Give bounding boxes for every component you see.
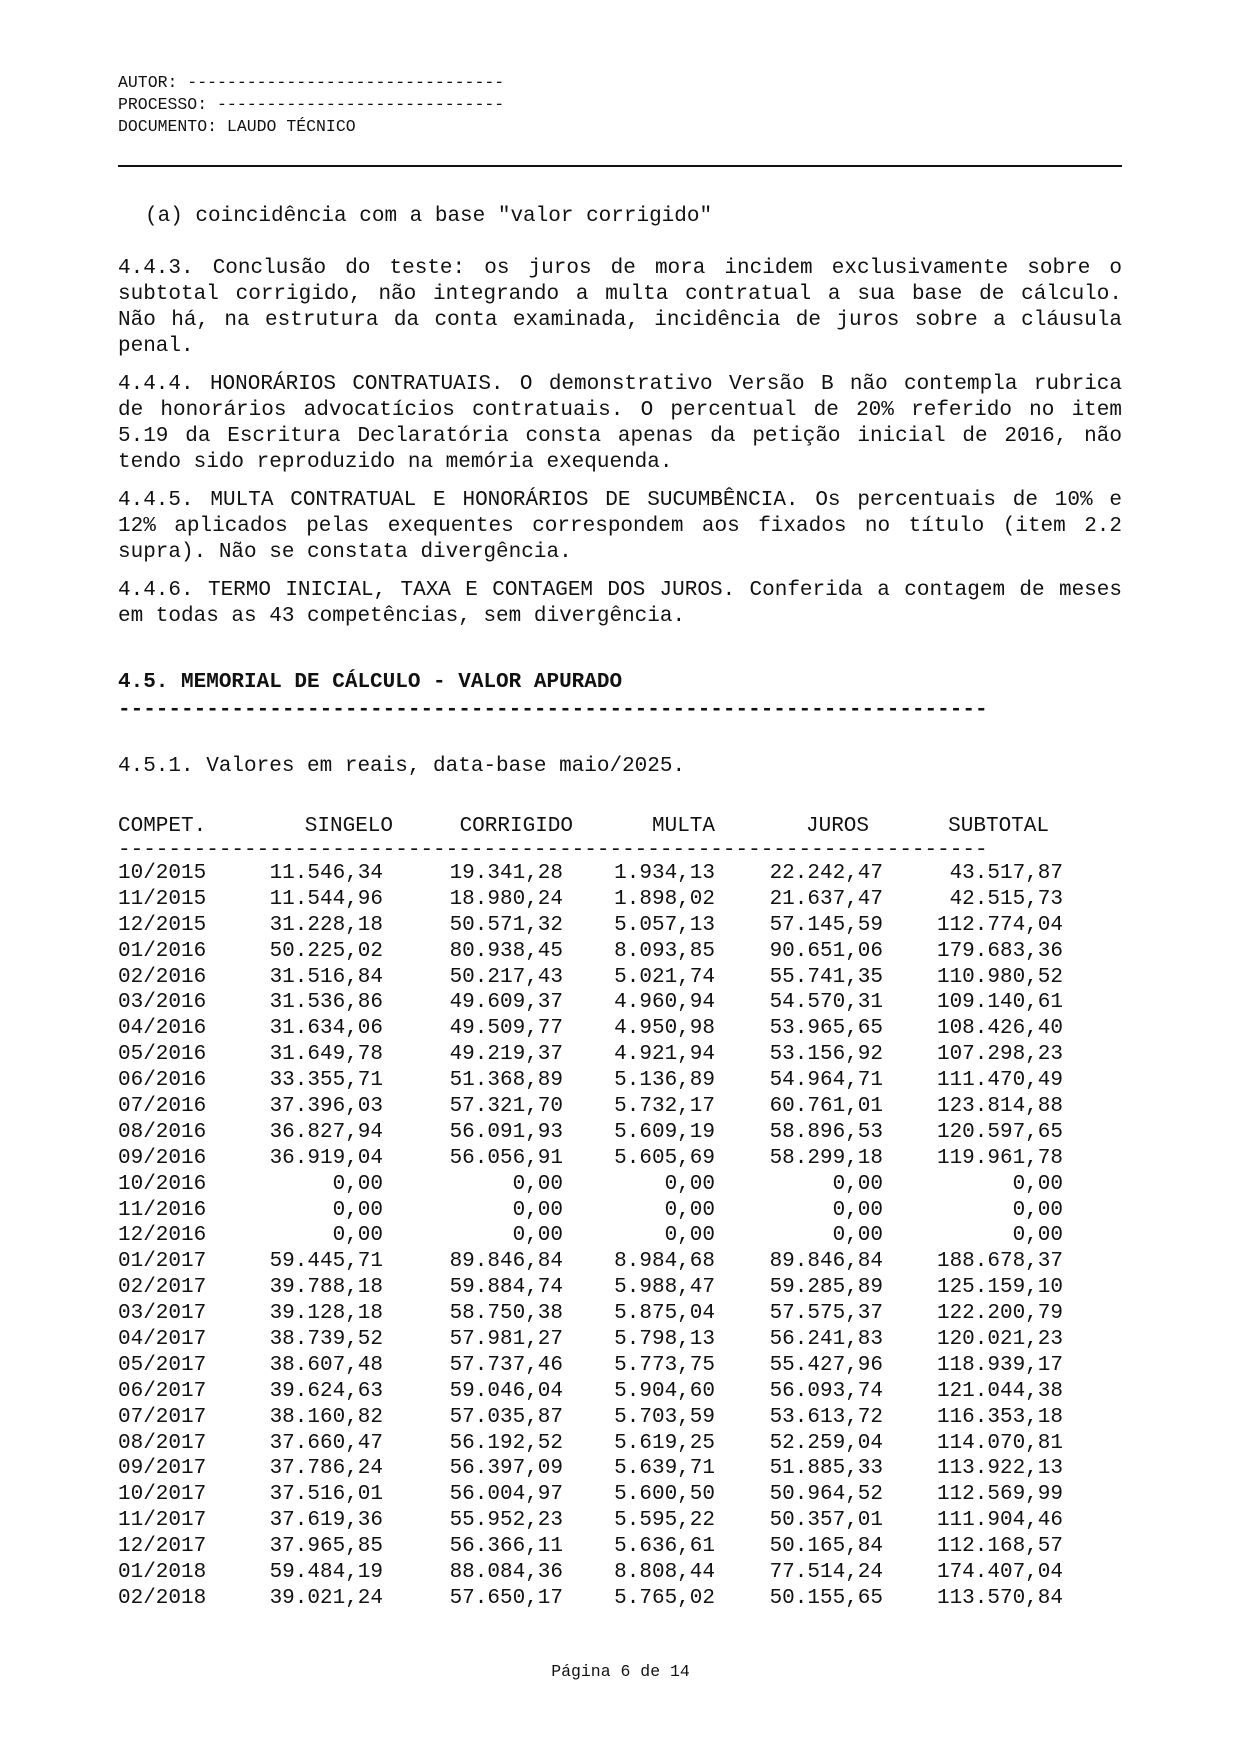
cell-juros: 56.241,83 xyxy=(769,1328,883,1352)
cell-subtotal: 0,00 xyxy=(1012,1198,1063,1222)
cell-corrigido: 80.938,45 xyxy=(449,939,563,963)
cell-subtotal: 111.904,46 xyxy=(936,1509,1063,1533)
table-row xyxy=(118,1301,1088,1327)
section-title: 4.5. MEMORIAL DE CÁLCULO - VALOR APURADO xyxy=(118,671,623,694)
cell-subtotal: 107.298,23 xyxy=(936,1043,1063,1067)
table-row xyxy=(118,1172,1088,1198)
table-row xyxy=(118,1275,1088,1301)
paragraph-4-4-5: 4.4.5. MULTA CONTRATUAL E HONORÁRIOS DE SUCUMBÊNCIA. Os percentuais de 10% e 12% aplicados pelas exequentes correspondem aos fixados no título (item 2.2 supra). Não se constata divergência. xyxy=(118,489,1122,564)
cell-corrigido: 89.846,84 xyxy=(449,1250,563,1274)
cell-juros: 57.145,59 xyxy=(769,913,883,937)
col-header-juros: JUROS xyxy=(805,815,869,838)
table-row xyxy=(118,1586,1088,1612)
cell-juros: 52.259,04 xyxy=(769,1431,883,1455)
table-row xyxy=(118,1353,1088,1379)
table-row xyxy=(118,939,1088,965)
cell-multa: 5.619,25 xyxy=(614,1431,715,1455)
col-header-corrigido: CORRIGIDO xyxy=(459,815,573,838)
cell-corrigido: 59.884,74 xyxy=(449,1276,563,1300)
cell-multa: 5.904,60 xyxy=(614,1379,715,1403)
cell-subtotal: 119.961,78 xyxy=(936,1146,1063,1170)
paragraph-4-4-6: 4.4.6. TERMO INICIAL, TAXA E CONTAGEM DOS JUROS. Conferida a contagem de meses em todas as 43 competências, sem divergência. xyxy=(118,579,1122,628)
cell-corrigido: 50.571,32 xyxy=(449,913,563,937)
cell-subtotal: 43.517,87 xyxy=(949,862,1063,885)
cell-multa: 5.703,59 xyxy=(614,1405,715,1429)
cell-multa: 5.875,04 xyxy=(614,1302,715,1326)
cell-competencia: 11/2015 xyxy=(118,887,207,911)
cell-competencia: 08/2017 xyxy=(118,1431,207,1455)
cell-corrigido: 50.217,43 xyxy=(449,965,563,989)
cell-subtotal: 111.470,49 xyxy=(936,1069,1063,1093)
cell-corrigido: 0,00 xyxy=(512,1172,563,1196)
table-row xyxy=(118,1560,1088,1586)
cell-competencia: 04/2017 xyxy=(118,1328,207,1352)
cell-subtotal: 120.021,23 xyxy=(936,1328,1063,1352)
cell-multa: 4.950,98 xyxy=(614,1017,715,1041)
cell-juros: 0,00 xyxy=(832,1224,883,1248)
cell-competencia: 01/2017 xyxy=(118,1250,207,1274)
cell-corrigido: 56.366,11 xyxy=(449,1535,563,1559)
cell-subtotal: 113.570,84 xyxy=(936,1586,1063,1610)
cell-singelo: 38.739,52 xyxy=(269,1328,383,1352)
cell-juros: 77.514,24 xyxy=(769,1561,883,1585)
cell-competencia: 10/2016 xyxy=(118,1172,207,1196)
cell-multa: 0,00 xyxy=(664,1224,715,1248)
cell-singelo: 31.634,06 xyxy=(269,1017,383,1041)
cell-juros: 89.846,84 xyxy=(769,1250,883,1274)
cell-subtotal: 121.044,38 xyxy=(936,1379,1063,1403)
cell-corrigido: 57.737,46 xyxy=(449,1353,563,1377)
cell-corrigido: 56.004,97 xyxy=(449,1483,563,1507)
cell-singelo: 59.445,71 xyxy=(269,1250,383,1274)
cell-corrigido: 49.609,37 xyxy=(449,991,563,1015)
cell-competencia: 05/2017 xyxy=(118,1353,207,1377)
cell-corrigido: 49.219,37 xyxy=(449,1043,563,1067)
cell-multa: 5.605,69 xyxy=(614,1146,715,1170)
cell-juros: 55.741,35 xyxy=(769,965,883,989)
header-autor: AUTOR: -------------------------------- xyxy=(118,73,505,92)
cell-singelo: 39.788,18 xyxy=(269,1276,383,1300)
calculation-table-body xyxy=(118,861,1088,1612)
cell-multa: 0,00 xyxy=(664,1172,715,1196)
cell-corrigido: 56.091,93 xyxy=(449,1120,563,1144)
cell-subtotal: 174.407,04 xyxy=(936,1561,1063,1585)
cell-subtotal: 109.140,61 xyxy=(936,991,1063,1015)
cell-corrigido: 51.368,89 xyxy=(449,1069,563,1093)
cell-competencia: 05/2016 xyxy=(118,1043,207,1067)
table-row xyxy=(118,1482,1088,1508)
cell-juros: 54.964,71 xyxy=(769,1069,883,1093)
cell-singelo: 31.228,18 xyxy=(269,913,383,937)
cell-multa: 5.639,71 xyxy=(614,1457,715,1481)
cell-corrigido: 59.046,04 xyxy=(449,1379,563,1403)
cell-subtotal: 0,00 xyxy=(1012,1172,1063,1196)
cell-singelo: 39.021,24 xyxy=(269,1586,383,1610)
cell-singelo: 36.827,94 xyxy=(269,1120,383,1144)
table-row xyxy=(118,1456,1088,1482)
table-row xyxy=(118,913,1088,939)
cell-corrigido: 56.192,52 xyxy=(449,1431,563,1455)
cell-corrigido: 0,00 xyxy=(512,1224,563,1248)
cell-singelo: 37.965,85 xyxy=(269,1535,383,1559)
table-row xyxy=(118,1068,1088,1094)
cell-multa: 1.898,02 xyxy=(614,887,715,911)
cell-competencia: 10/2015 xyxy=(118,862,207,885)
table-row xyxy=(118,990,1088,1016)
paragraph-4-5-1: 4.5.1. Valores em reais, data-base maio/2025. xyxy=(118,755,686,778)
cell-singelo: 39.128,18 xyxy=(269,1302,383,1326)
cell-multa: 8.808,44 xyxy=(614,1561,715,1585)
cell-singelo: 0,00 xyxy=(332,1224,383,1248)
table-row xyxy=(118,1379,1088,1405)
cell-competencia: 01/2016 xyxy=(118,939,207,963)
cell-multa: 5.636,61 xyxy=(614,1535,715,1559)
cell-subtotal: 113.922,13 xyxy=(936,1457,1063,1481)
cell-singelo: 38.607,48 xyxy=(269,1353,383,1377)
cell-corrigido: 56.397,09 xyxy=(449,1457,563,1481)
cell-singelo: 36.919,04 xyxy=(269,1146,383,1170)
cell-competencia: 10/2017 xyxy=(118,1483,207,1507)
cell-juros: 53.156,92 xyxy=(769,1043,883,1067)
table-row xyxy=(118,1508,1088,1534)
table-row xyxy=(118,1223,1088,1249)
cell-multa: 8.093,85 xyxy=(614,939,715,963)
table-row xyxy=(118,1534,1088,1560)
cell-singelo: 11.546,34 xyxy=(269,862,383,885)
cell-corrigido: 19.341,28 xyxy=(449,862,563,885)
cell-corrigido: 88.084,36 xyxy=(449,1561,563,1585)
cell-subtotal: 110.980,52 xyxy=(936,965,1063,989)
cell-competencia: 03/2016 xyxy=(118,991,207,1015)
col-header-singelo: SINGELO xyxy=(304,815,393,838)
cell-subtotal: 179.683,36 xyxy=(936,939,1063,963)
cell-competencia: 08/2016 xyxy=(118,1120,207,1144)
cell-subtotal: 123.814,88 xyxy=(936,1095,1063,1119)
cell-singelo: 37.516,01 xyxy=(269,1483,383,1507)
cell-subtotal: 114.070,81 xyxy=(936,1431,1063,1455)
table-row xyxy=(118,1249,1088,1275)
cell-competencia: 04/2016 xyxy=(118,1017,207,1041)
cell-singelo: 37.786,24 xyxy=(269,1457,383,1481)
cell-competencia: 09/2017 xyxy=(118,1457,207,1481)
cell-juros: 50.165,84 xyxy=(769,1535,883,1559)
cell-subtotal: 108.426,40 xyxy=(936,1017,1063,1041)
cell-singelo: 31.516,84 xyxy=(269,965,383,989)
table-row xyxy=(118,1405,1088,1431)
cell-competencia: 12/2016 xyxy=(118,1224,207,1248)
cell-competencia: 03/2017 xyxy=(118,1302,207,1326)
cell-juros: 54.570,31 xyxy=(769,991,883,1015)
cell-subtotal: 120.597,65 xyxy=(936,1120,1063,1144)
cell-singelo: 38.160,82 xyxy=(269,1405,383,1429)
table-row xyxy=(118,1146,1088,1172)
table-row xyxy=(118,1431,1088,1457)
cell-competencia: 11/2017 xyxy=(118,1509,207,1533)
table-row xyxy=(118,1042,1088,1068)
cell-multa: 5.136,89 xyxy=(614,1069,715,1093)
cell-competencia: 07/2016 xyxy=(118,1095,207,1119)
cell-juros: 57.575,37 xyxy=(769,1302,883,1326)
header-processo: PROCESSO: ----------------------------- xyxy=(118,95,505,114)
table-row xyxy=(118,1120,1088,1146)
table-row xyxy=(118,1094,1088,1120)
cell-subtotal: 125.159,10 xyxy=(936,1276,1063,1300)
cell-juros: 53.613,72 xyxy=(769,1405,883,1429)
cell-corrigido: 57.650,17 xyxy=(449,1586,563,1610)
cell-subtotal: 188.678,37 xyxy=(936,1250,1063,1274)
document-header xyxy=(118,72,504,138)
table-row xyxy=(118,1327,1088,1353)
cell-corrigido: 18.980,24 xyxy=(449,887,563,911)
cell-corrigido: 55.952,23 xyxy=(449,1509,563,1533)
header-documento: DOCUMENTO: LAUDO TÉCNICO xyxy=(118,117,356,136)
cell-singelo: 31.649,78 xyxy=(269,1043,383,1067)
cell-subtotal: 122.200,79 xyxy=(936,1302,1063,1326)
cell-multa: 5.773,75 xyxy=(614,1353,715,1377)
cell-multa: 5.798,13 xyxy=(614,1328,715,1352)
col-header-subtotal: SUBTOTAL xyxy=(948,815,1049,838)
cell-juros: 22.242,47 xyxy=(769,862,883,885)
cell-juros: 51.885,33 xyxy=(769,1457,883,1481)
paragraph-4-4-3: 4.4.3. Conclusão do teste: os juros de mora incidem exclusivamente sobre o subtotal corrigido, não integrando a multa contratual a sua base de cálculo. Não há, na estrutura da conta examinada, incidência de juros sobre a cláusula penal. xyxy=(118,257,1122,358)
cell-subtotal: 116.353,18 xyxy=(936,1405,1063,1429)
cell-competencia: 06/2017 xyxy=(118,1379,207,1403)
cell-subtotal: 112.774,04 xyxy=(936,913,1063,937)
cell-corrigido: 56.056,91 xyxy=(449,1146,563,1170)
cell-singelo: 0,00 xyxy=(332,1172,383,1196)
cell-multa: 5.021,74 xyxy=(614,965,715,989)
cell-juros: 56.093,74 xyxy=(769,1379,883,1403)
cell-multa: 4.960,94 xyxy=(614,991,715,1015)
cell-singelo: 37.396,03 xyxy=(269,1095,383,1119)
cell-multa: 5.595,22 xyxy=(614,1509,715,1533)
cell-subtotal: 118.939,17 xyxy=(936,1353,1063,1377)
section-rule: --------------------------------------------------------------------- xyxy=(118,699,988,722)
cell-juros: 50.155,65 xyxy=(769,1586,883,1610)
cell-multa: 5.609,19 xyxy=(614,1120,715,1144)
cell-juros: 53.965,65 xyxy=(769,1017,883,1041)
cell-juros: 50.357,01 xyxy=(769,1509,883,1533)
col-header-multa: MULTA xyxy=(651,815,715,838)
cell-juros: 0,00 xyxy=(832,1172,883,1196)
cell-singelo: 37.619,36 xyxy=(269,1509,383,1533)
cell-corrigido: 58.750,38 xyxy=(449,1302,563,1326)
cell-corrigido: 49.509,77 xyxy=(449,1017,563,1041)
cell-competencia: 02/2016 xyxy=(118,965,207,989)
cell-multa: 8.984,68 xyxy=(614,1250,715,1274)
cell-multa: 5.988,47 xyxy=(614,1276,715,1300)
cell-singelo: 0,00 xyxy=(332,1198,383,1222)
cell-juros: 58.299,18 xyxy=(769,1146,883,1170)
cell-competencia: 06/2016 xyxy=(118,1069,207,1093)
cell-juros: 55.427,96 xyxy=(769,1353,883,1377)
page-number: Página 6 de 14 xyxy=(551,1662,690,1681)
paragraph-4-4-4: 4.4.4. HONORÁRIOS CONTRATUAIS. O demonstrativo Versão B não contempla rubrica de honorários advocatícios contratuais. O percentual de 20% referido no item 5.19 da Escritura Declaratória consta apenas da petição inicial de 2016, não tendo sido reproduzido na memória exequenda. xyxy=(118,373,1122,474)
cell-multa: 5.600,50 xyxy=(614,1483,715,1507)
cell-competencia: 07/2017 xyxy=(118,1405,207,1429)
cell-corrigido: 57.981,27 xyxy=(449,1328,563,1352)
cell-juros: 0,00 xyxy=(832,1198,883,1222)
cell-corrigido: 57.321,70 xyxy=(449,1095,563,1119)
table-header-rule: --------------------------------------------------------------------- xyxy=(118,839,988,862)
cell-singelo: 11.544,96 xyxy=(269,887,383,911)
cell-corrigido: 57.035,87 xyxy=(449,1405,563,1429)
cell-subtotal: 42.515,73 xyxy=(949,887,1063,911)
table-header xyxy=(118,814,1088,840)
header-divider xyxy=(118,165,1122,167)
item-a: (a) coincidência com a base "valor corrigido" xyxy=(145,205,713,228)
cell-competencia: 12/2017 xyxy=(118,1535,207,1559)
cell-singelo: 50.225,02 xyxy=(269,939,383,963)
cell-subtotal: 0,00 xyxy=(1012,1224,1063,1248)
cell-competencia: 12/2015 xyxy=(118,913,207,937)
cell-competencia: 02/2017 xyxy=(118,1276,207,1300)
cell-singelo: 59.484,19 xyxy=(269,1561,383,1585)
cell-multa: 5.732,17 xyxy=(614,1095,715,1119)
cell-juros: 60.761,01 xyxy=(769,1095,883,1119)
table-row xyxy=(118,887,1088,913)
cell-singelo: 31.536,86 xyxy=(269,991,383,1015)
cell-juros: 50.964,52 xyxy=(769,1483,883,1507)
cell-juros: 21.637,47 xyxy=(769,887,883,911)
table-row xyxy=(118,1198,1088,1224)
cell-corrigido: 0,00 xyxy=(512,1198,563,1222)
cell-multa: 5.057,13 xyxy=(614,913,715,937)
col-header-compet: COMPET. xyxy=(118,815,207,838)
cell-competencia: 02/2018 xyxy=(118,1586,207,1610)
cell-multa: 0,00 xyxy=(664,1198,715,1222)
table-row xyxy=(118,861,1088,887)
cell-competencia: 09/2016 xyxy=(118,1146,207,1170)
cell-multa: 4.921,94 xyxy=(614,1043,715,1067)
table-row xyxy=(118,1016,1088,1042)
cell-multa: 1.934,13 xyxy=(614,862,715,885)
cell-singelo: 37.660,47 xyxy=(269,1431,383,1455)
cell-competencia: 11/2016 xyxy=(118,1198,207,1222)
table-row xyxy=(118,965,1088,991)
cell-singelo: 33.355,71 xyxy=(269,1069,383,1093)
cell-subtotal: 112.168,57 xyxy=(936,1535,1063,1559)
cell-juros: 59.285,89 xyxy=(769,1276,883,1300)
cell-juros: 90.651,06 xyxy=(769,939,883,963)
cell-juros: 58.896,53 xyxy=(769,1120,883,1144)
cell-singelo: 39.624,63 xyxy=(269,1379,383,1403)
cell-subtotal: 112.569,99 xyxy=(936,1483,1063,1507)
cell-multa: 5.765,02 xyxy=(614,1586,715,1610)
cell-competencia: 01/2018 xyxy=(118,1561,207,1585)
